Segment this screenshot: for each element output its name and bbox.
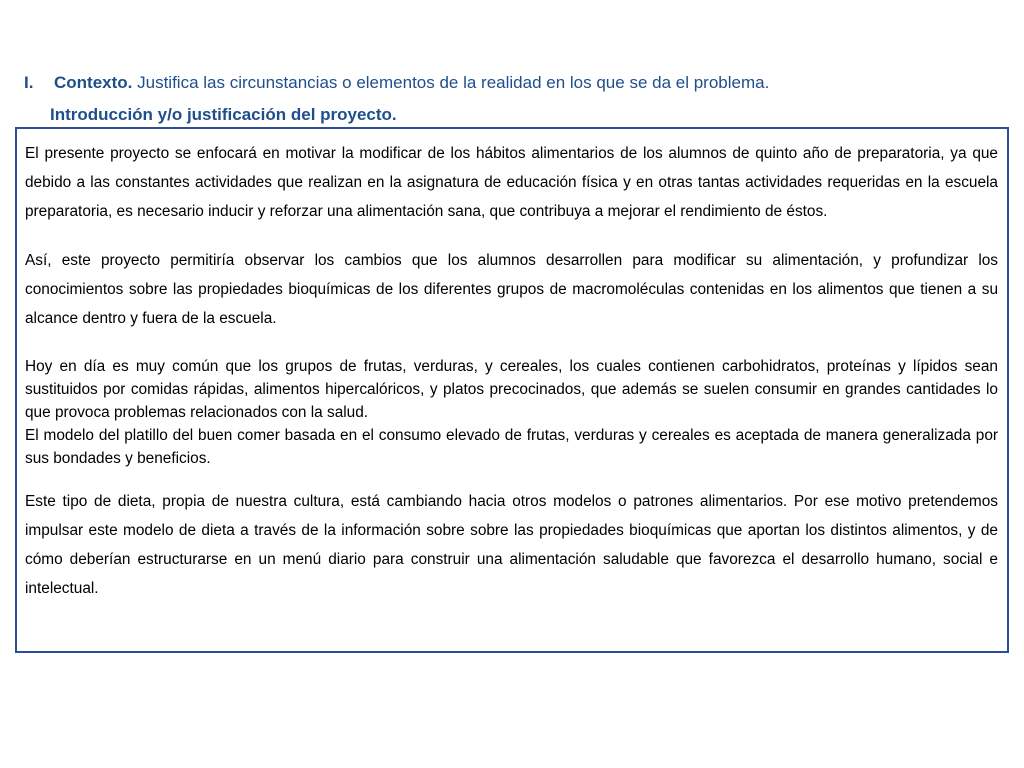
section-subheading: Introducción y/o justificación del proyecto. [50, 105, 397, 124]
section-label: Contexto. [54, 73, 133, 92]
section-instruction: Justifica las circunstancias o elementos de la realidad en los que se da el problema. [132, 73, 770, 92]
paragraph-project-focus: El presente proyecto se enfocará en motivar la modificar de los hábitos alimentarios de los alumnos de quinto año de preparatoria, ya que debido a las constantes actividades que realizan en la asignatura de educación física y en otras tantas actividades requeridas en la escuela preparatoria, es necesario inducir y reforzar una alimentación sana, que contribuya a mejorar el rendimiento de éstos. [25, 145, 998, 220]
section-numeral: I. [24, 73, 34, 92]
paragraph-diet-change: Este tipo de dieta, propia de nuestra cultura, está cambiando hacia otros modelos o patrones alimentarios. Por ese motivo pretendemos impulsar este modelo de dieta a través de la información sobre sobre las propiedades bioquímicas que aportan los distintos alimentos, y de cómo deberían estructurarse en un menú diario para construir una alimentación saludable que favorezca el desarrollo humano, social e intelectual. [25, 493, 998, 597]
paragraph-plate-model: El modelo del platillo del buen comer basada en el consumo elevado de frutas, verduras y cereales es aceptada de manera generalizada por sus bondades y beneficios. [25, 427, 998, 467]
justification-text-box [15, 127, 1009, 653]
paragraph-project-scope: Así, este proyecto permitiría observar los cambios que los alumnos desarrollen para modificar su alimentación, y profundizar los conocimientos sobre las propiedades bioquímicas de los diferentes grupos de macromoléculas contenidas en los alimentos que tienen a su alcance dentro y fuera de la escuela. [25, 252, 998, 327]
section-heading [24, 71, 1004, 95]
paragraph-food-groups: Hoy en día es muy común que los grupos de frutas, verduras, y cereales, los cuales contienen carbohidratos, proteínas y lípidos sean sustituidos por comidas rápidas, alimentos hipercalóricos, y platos precocinados, que además se suelen consumir en grandes cantidades lo que provoca problemas relacionados con la salud. [25, 358, 998, 421]
